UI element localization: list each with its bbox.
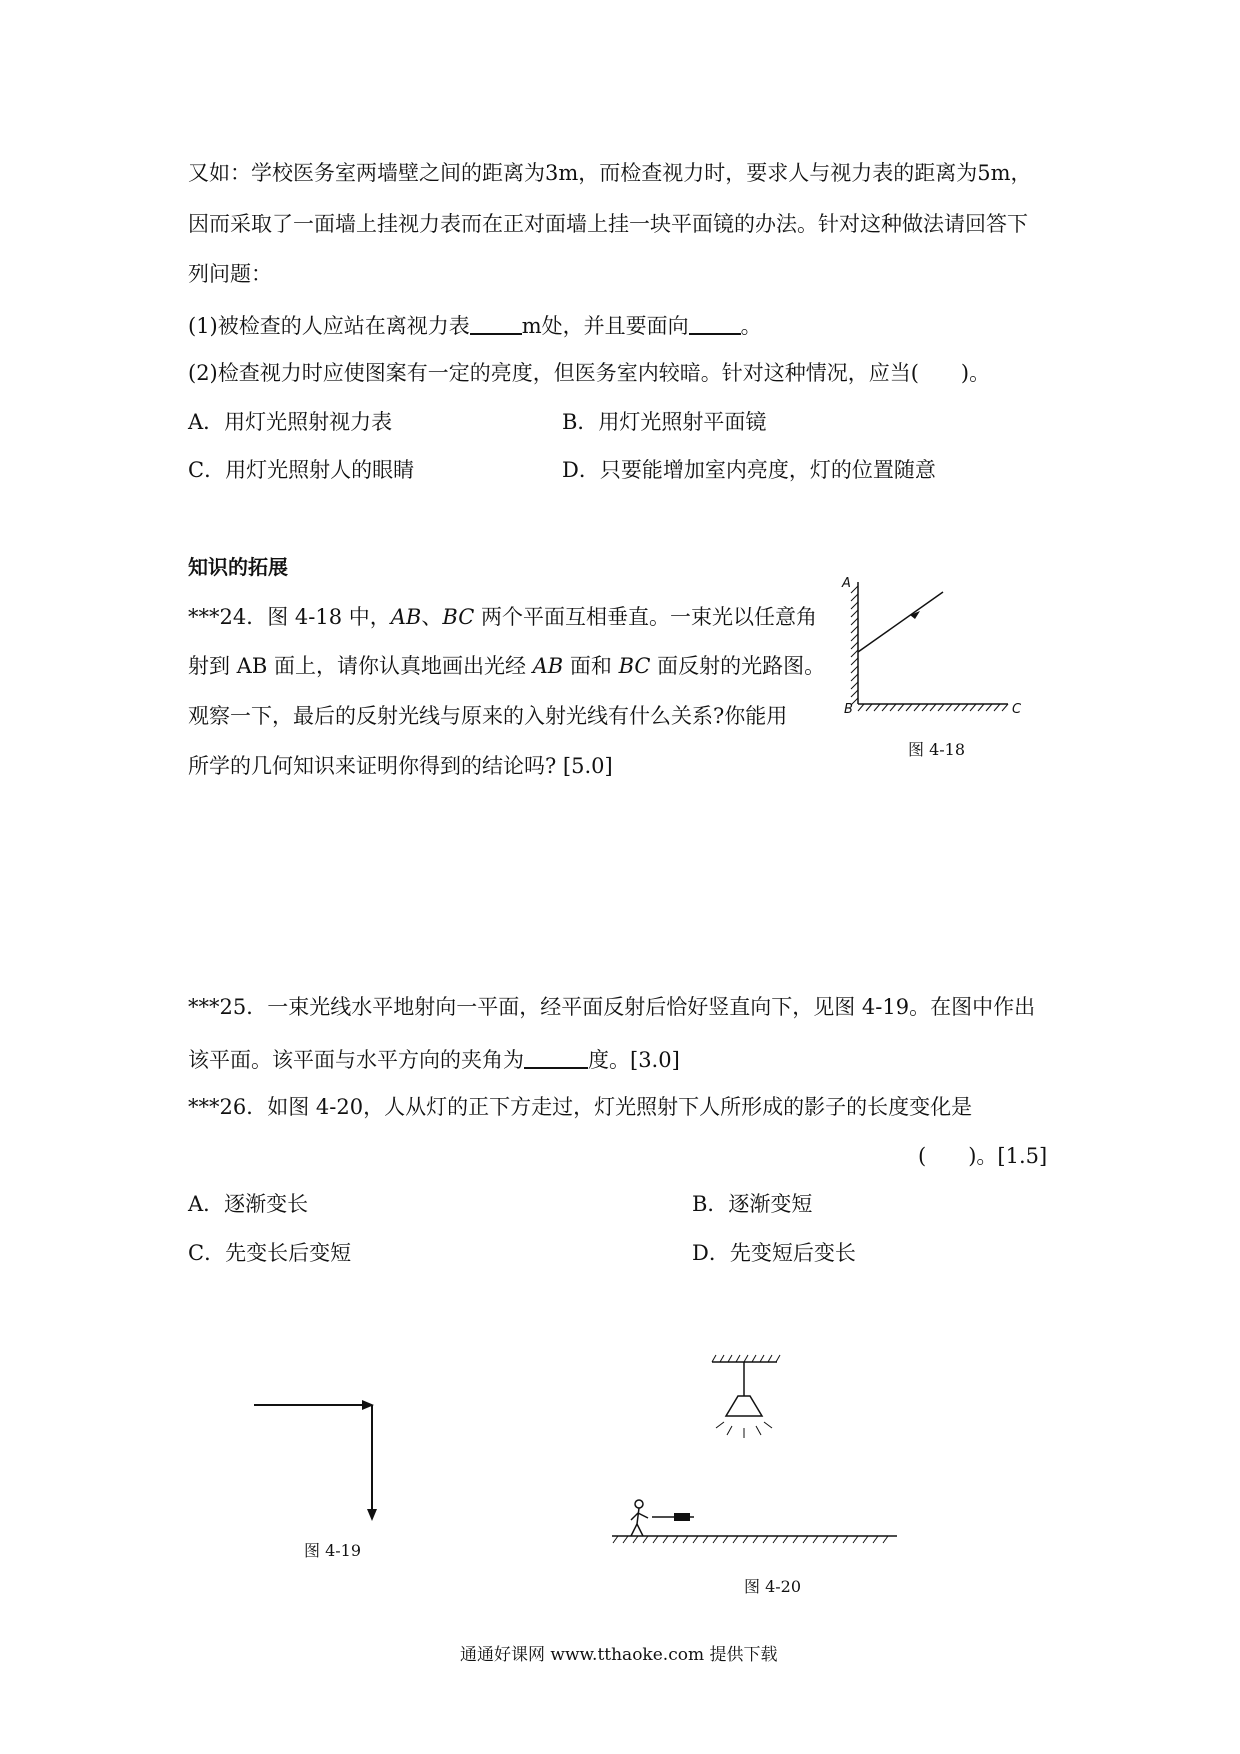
q24-label-ab: AB — [390, 605, 422, 629]
answer-blank-angle[interactable] — [524, 1047, 588, 1069]
q25-text-b: 度。[3.0] — [588, 1048, 680, 1072]
question-1-text-a: (1)被检查的人应站在离视力表 — [188, 314, 470, 338]
figure-4-18-caption: 图 4-18 — [908, 740, 966, 759]
figure-4-18 — [838, 572, 1038, 722]
figure-4-20-caption: 图 4-20 — [744, 1577, 802, 1596]
q24-text-1a: ***24．图 4-18 中， — [188, 605, 391, 629]
fig-4-18-label-a: A — [842, 576, 851, 591]
answer-blank-direction[interactable] — [689, 313, 741, 335]
q2-option-d: D．只要能增加室内亮度，灯的位置随意 — [562, 458, 936, 482]
fig-4-18-label-b: B — [844, 702, 853, 717]
q25-line-2 — [188, 1047, 680, 1071]
q25-text-a: 该平面。该平面与水平方向的夹角为 — [188, 1048, 524, 1072]
question-2: (2)检查视力时应使图案有一定的亮度，但医务室内较暗。针对这种情况，应当( )。 — [188, 361, 991, 385]
q25-line-1: ***25．一束光线水平地射向一平面，经平面反射后恰好竖直向下，见图 4-19。在图中作出 — [188, 995, 1036, 1019]
q24-text-sep: 、 — [421, 605, 443, 629]
intro-line-1: 又如：学校医务室两墙壁之间的距离为3m，而检查视力时，要求人与视力表的距离为5m， — [188, 161, 1032, 185]
q24-line-4: 所学的几何知识来证明你得到的结论吗? [5.0] — [188, 754, 613, 778]
q24-line-3: 观察一下，最后的反射光线与原来的入射光线有什么关系?你能用 — [188, 704, 788, 728]
q26-option-d: D．先变短后变长 — [692, 1241, 856, 1265]
q2-option-a: A．用灯光照射视力表 — [188, 410, 393, 434]
q24-text-2c: 面反射的光路图。 — [650, 654, 826, 678]
q24-label-ab-2: AB — [532, 654, 564, 678]
figure-4-20-drawing — [612, 1350, 907, 1550]
q2-option-c: C．用灯光照射人的眼睛 — [188, 458, 415, 482]
figure-4-18-drawing — [838, 572, 1038, 722]
question-1 — [188, 313, 762, 337]
page-footer: 通通好课网 www.tthaoke.com 提供下载 — [460, 1645, 778, 1665]
q24-text-2a: 射到 AB 面上，请你认真地画出光经 — [188, 654, 533, 678]
q24-line-2 — [188, 656, 825, 677]
q2-option-b: B．用灯光照射平面镜 — [562, 410, 767, 434]
question-1-text-c: 。 — [740, 314, 762, 338]
q26-line-1: ***26．如图 4-20，人从灯的正下方走过，灯光照射下人所形成的影子的长度变化是 — [188, 1095, 973, 1119]
intro-line-3: 列问题： — [188, 262, 272, 286]
figure-4-19-drawing — [250, 1395, 390, 1530]
figure-4-19 — [250, 1395, 390, 1530]
q24-line-1 — [188, 607, 817, 628]
section-title: 知识的拓展 — [188, 555, 288, 579]
fig-4-18-label-c: C — [1012, 702, 1022, 717]
q26-line-2: ( )。[1.5] — [918, 1144, 1048, 1168]
q26-option-c: C．先变长后变短 — [188, 1241, 352, 1265]
arrow-down-icon — [367, 1509, 377, 1521]
q24-text-2b: 面和 — [563, 654, 619, 678]
q26-option-b: B．逐渐变短 — [692, 1192, 813, 1216]
walk-arrow-icon — [674, 1513, 690, 1521]
intro-line-2: 因而采取了一面墙上挂视力表而在正对面墙上挂一块平面镜的办法。针对这种做法请回答下 — [188, 212, 1028, 236]
figure-4-19-caption: 图 4-19 — [304, 1541, 362, 1560]
question-1-text-b: m处，并且要面向 — [521, 314, 689, 338]
q24-text-1b: 两个平面互相垂直。一束光以任意角 — [474, 605, 817, 629]
q24-label-bc: BC — [442, 605, 475, 629]
answer-blank-distance[interactable] — [470, 313, 522, 335]
q26-option-a: A．逐渐变长 — [188, 1192, 309, 1216]
q24-label-bc-2: BC — [618, 654, 651, 678]
figure-4-20 — [612, 1350, 907, 1550]
